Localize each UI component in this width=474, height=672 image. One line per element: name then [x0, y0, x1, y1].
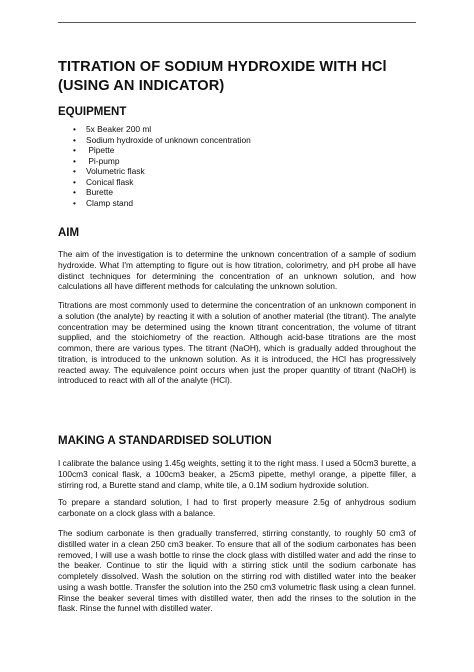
equipment-item-label: Pipette: [86, 145, 115, 155]
list-item: [73, 166, 251, 177]
bullet-icon: •: [73, 134, 76, 145]
bullet-icon: •: [73, 145, 76, 155]
list-item: [73, 145, 251, 156]
list-item: [73, 198, 251, 209]
list-item: [73, 124, 251, 135]
equipment-item-label: Burette: [86, 187, 114, 197]
equipment-item-label: Clamp stand: [86, 197, 134, 208]
preparation-paragraph: To prepare a standard solution, I had to first properly measure 2.5g of anhydrous sodium carbonate on a clock glass with a balance.: [58, 497, 416, 518]
list-item: [73, 156, 251, 167]
procedure-paragraph: The sodium carbonate is then gradually transferred, stirring constantly, to roughly 50 cm3 of distilled water in a clean 250 cm3 beaker. To ensure that all of the sodium carbonates has been removed, I will use a wash bottle to rinse the clock glass with distilled water and add the rinse to the beaker. Continue to stir the liquid with a stirring stick until the sodium carbonate has completely dissolved. Wash the solution on the stirring rod with distilled water into the beaker using a wash bottle. Transfer the solution into the 250 cm3 volumetric flask using a clean funnel. Rinse the beaker several times with distilled water, then add the rinses to the solution in the flask. Rinse the funnel with distilled water.: [58, 528, 416, 614]
bullet-icon: •: [73, 197, 76, 208]
bullet-icon: •: [73, 187, 76, 197]
list-item: [73, 135, 251, 146]
aim-paragraph: The aim of the investigation is to determine the unknown concentration of a sample of sodium hydroxide. What I'm attempting to figure out is how titration, colorimetry, and pH probe all have distinct techniques for determining the concentration of an unknown solution, and how calculations all have different methods for calculating the unknown solution.: [58, 249, 416, 292]
bullet-icon: •: [73, 155, 76, 166]
bullet-icon: •: [73, 176, 76, 187]
header-rule: [58, 22, 416, 23]
equipment-item-label: Conical flask: [86, 176, 134, 187]
equipment-item-label: Pi-pump: [86, 155, 120, 166]
titration-paragraph: Titrations are most commonly used to determine the concentration of an unknown component in a solution (the analyte) by reacting it with a solution of another material (the titrant). The analyte concentration may be determined using the known titrant concentration, the volume of titrant supplied, and the stoichiometry of the reaction. Although acid-base titrations are the most common, there are various types. The titrant (NaOH), which is gradually added throughout the titration, is introduced to the unknown solution. As it is introduced, the HCl has progressively reacted away. The equivalence point occurs when just the proper quantity of titrant (NaOH) is introduced to react with all of the analyte (HCl).: [58, 300, 416, 386]
bullet-icon: •: [73, 166, 76, 176]
equipment-item-label: Volumetric flask: [86, 166, 145, 176]
list-item: [73, 177, 251, 188]
equipment-item-label: Sodium hydroxide of unknown concentration: [86, 134, 251, 145]
equipment-list: [73, 124, 251, 208]
calibration-paragraph: I calibrate the balance using 1.45g weights, setting it to the right mass. I used a 50cm3 burette, a 100cm3 conical flask, a 100cm3 beaker, a 25cm3 pipette, methyl orange, a pipette filler, a stirring rod, a Burette stand and clamp, white tile, a 0.1M sodium hydroxide solution.: [58, 458, 417, 490]
bullet-icon: •: [73, 124, 76, 134]
aim-heading: AIM: [58, 227, 80, 239]
list-item: [73, 187, 251, 198]
standardised-heading: MAKING A STANDARDISED SOLUTION: [58, 435, 272, 447]
equipment-item-label: 5x Beaker 200 ml: [86, 124, 152, 134]
equipment-heading: EQUIPMENT: [58, 106, 127, 118]
document-title: TITRATION OF SODIUM HYDROXIDE WITH HCl (USING AN INDICATOR): [58, 59, 387, 94]
